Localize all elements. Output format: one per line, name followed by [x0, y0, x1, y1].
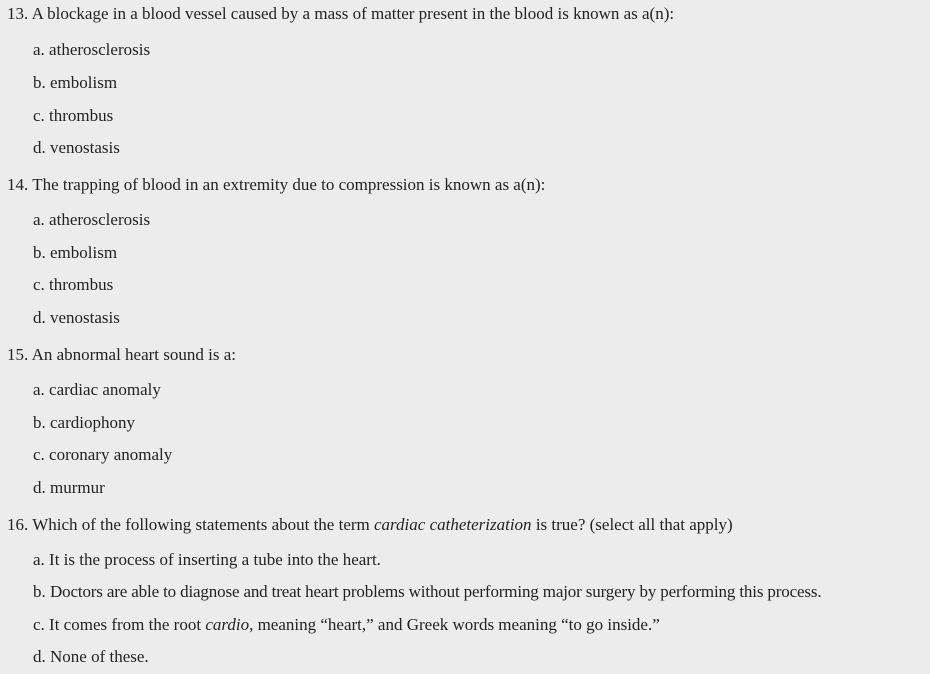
option-text: thrombus	[49, 106, 114, 125]
question-16-option-d	[33, 647, 149, 667]
option-letter: b.	[33, 73, 46, 92]
option-letter: c.	[33, 275, 45, 294]
option-text: embolism	[50, 73, 118, 92]
question-16-option-a	[33, 550, 381, 570]
question-14-option-b	[33, 243, 117, 263]
option-text: cardiac anomaly	[49, 380, 161, 399]
option-letter: a.	[33, 550, 45, 569]
option-text: atherosclerosis	[49, 210, 151, 229]
option-text: thrombus	[49, 275, 114, 294]
question-13-option-c	[33, 106, 113, 126]
question-text-before-term: Which of the following statements about the term	[32, 515, 370, 534]
question-text: The trapping of blood in an extremity due to compression is known as a(n):	[32, 175, 546, 194]
option-letter: d.	[33, 138, 46, 157]
option-letter: c.	[33, 445, 45, 464]
option-letter: d.	[33, 478, 46, 497]
question-15-option-b	[33, 413, 135, 433]
option-letter: c.	[33, 106, 45, 125]
question-16-option-b	[33, 582, 821, 602]
option-letter: b.	[33, 413, 46, 432]
question-15-option-a	[33, 380, 161, 400]
question-term: cardiac catheterization	[374, 515, 532, 534]
option-text: None of these.	[50, 647, 149, 666]
question-13-stem	[7, 4, 674, 24]
option-letter: c.	[33, 615, 45, 634]
question-13-option-a	[33, 40, 150, 60]
option-text: embolism	[50, 243, 118, 262]
question-14-option-a	[33, 210, 150, 230]
option-letter: a.	[33, 210, 45, 229]
option-text: venostasis	[50, 138, 120, 157]
question-13-option-b	[33, 73, 117, 93]
option-letter: d.	[33, 647, 46, 666]
option-letter: d.	[33, 308, 46, 327]
option-text: murmur	[50, 478, 105, 497]
option-letter: b.	[33, 582, 46, 601]
option-text-after-term: , meaning “heart,” and Greek words meaning “to go inside.”	[249, 615, 660, 634]
question-number: 14.	[7, 175, 29, 194]
question-14-stem	[7, 175, 545, 195]
option-text-before-term: It comes from the root	[49, 615, 202, 634]
question-16-option-c	[33, 615, 660, 635]
question-number: 13.	[7, 4, 29, 23]
question-13-option-d	[33, 138, 120, 158]
option-text: venostasis	[50, 308, 120, 327]
option-term: cardio	[205, 615, 250, 634]
question-text: An abnormal heart sound is a:	[31, 345, 236, 364]
question-number: 16.	[7, 515, 29, 534]
option-letter: a.	[33, 380, 45, 399]
option-text: atherosclerosis	[49, 40, 151, 59]
question-text-after-term: is true? (select all that apply)	[535, 515, 733, 534]
question-text: A blockage in a blood vessel caused by a mass of matter present in the blood is known as a(n):	[31, 4, 675, 23]
option-text: It is the process of inserting a tube into the heart.	[49, 550, 381, 569]
question-14-option-d	[33, 308, 120, 328]
question-15-option-c	[33, 445, 172, 465]
question-number: 15.	[7, 345, 29, 364]
option-letter: b.	[33, 243, 46, 262]
question-15-stem	[7, 345, 236, 365]
option-text: Doctors are able to diagnose and treat heart problems without performing major surgery by performing this process.	[50, 582, 822, 601]
option-text: cardiophony	[50, 413, 135, 432]
question-15-option-d	[33, 478, 105, 498]
question-14-option-c	[33, 275, 113, 295]
option-text: coronary anomaly	[49, 445, 173, 464]
question-16-stem	[7, 515, 733, 535]
option-letter: a.	[33, 40, 45, 59]
